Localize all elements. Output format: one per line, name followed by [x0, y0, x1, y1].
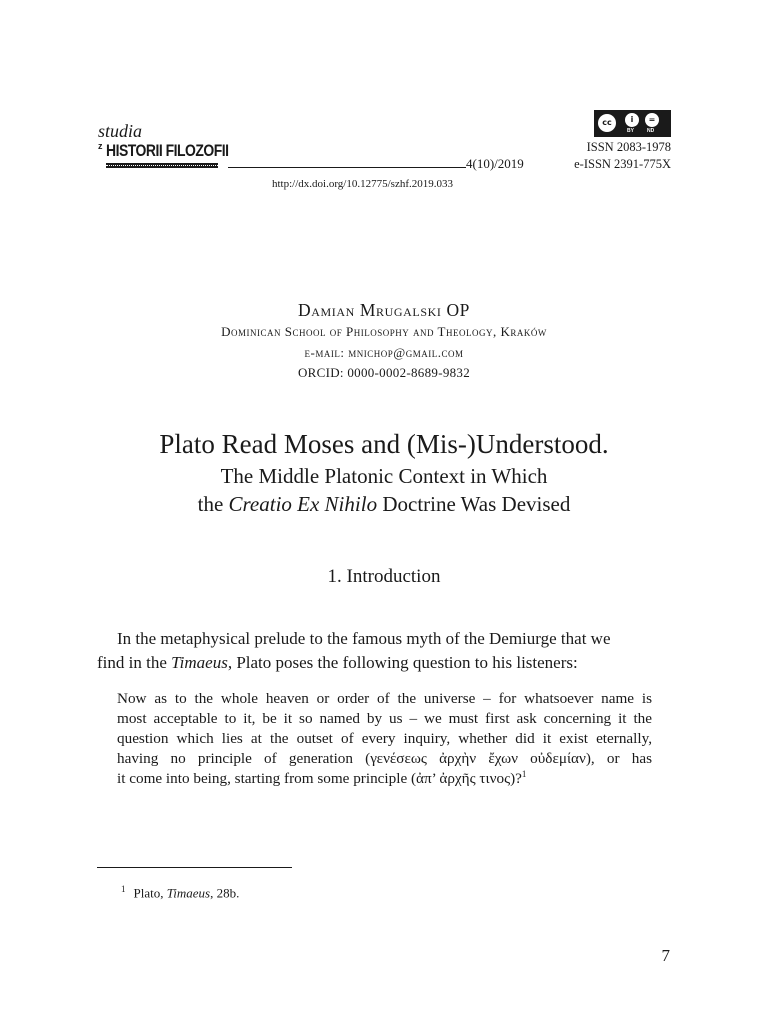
author-name: Damian Mrugalski OP — [297, 300, 471, 320]
quote-line-5: it come into being, starting from some principle (ἀπ’ ἀρχῆς τινος)?$^1$ — [117, 768, 527, 787]
footnote-number: 1 — [121, 884, 126, 894]
license-by-label: BY — [627, 128, 634, 134]
quote-line-4: having no principle of generation (γενέσεως ἀρχὴν ἔχων οὐδεμίαν), or has — [117, 750, 652, 767]
footnote-rule — [97, 867, 292, 868]
journal-logo-z: z — [98, 141, 103, 151]
doi-link[interactable]: http://dx.doi.org/10.12775/szhf.2019.033 — [272, 178, 453, 190]
page-number: 7 — [661, 946, 670, 965]
author-email[interactable]: e-mail: mnichop@gmail.com — [304, 345, 464, 360]
issn: ISSN 2083-1978 — [586, 140, 671, 154]
license-nd-label: ND — [647, 128, 655, 134]
quote-line-1: Now as to the whole heaven or order of the universe – for whatsoever name is — [117, 690, 652, 707]
body-line-2: find in the Timaeus, Plato poses the following question to his listeners: — [97, 653, 578, 672]
eissn: e-ISSN 2391-775X — [574, 157, 671, 171]
journal-logo-title: HISTORII FILOZOFII — [106, 141, 229, 160]
footnote: $^1$ Plato, Timaeus, 28b. — [121, 884, 240, 901]
issue-number: 4(10)/2019 — [466, 156, 524, 171]
no-derivatives-icon: = — [645, 113, 659, 127]
paper-subtitle-line1: The Middle Platonic Context in Which — [220, 464, 548, 488]
footnote-reference[interactable]: 1 — [521, 768, 527, 779]
body-paragraph — [97, 627, 671, 675]
paper-title: Plato Read Moses and (Mis-)Understood. — [159, 429, 609, 459]
body-line-1: In the metaphysical prelude to the famous myth of the Demiurge that we — [117, 629, 611, 648]
journal-logo-studia: studia — [98, 121, 143, 141]
paper-subtitle-line2: the Creatio Ex Nihilo Doctrine Was Devised — [197, 492, 571, 516]
section-heading: 1. Introduction — [327, 566, 441, 587]
block-quote — [117, 689, 652, 789]
attribution-icon: i — [625, 113, 639, 127]
journal-logo-bar — [106, 163, 218, 168]
cc-icon: cc — [598, 114, 616, 132]
quote-line-3: question which lies at the outset of every inquiry, whether did it exist eternally, — [117, 730, 652, 747]
author-affiliation: Dominican School of Philosophy and Theology, Kraków — [221, 324, 547, 339]
quote-line-2: most acceptable to it, be it so named by us – we must first ask concerning it the — [117, 710, 652, 727]
header-rule — [228, 167, 466, 168]
cc-license-badge[interactable] — [594, 110, 671, 137]
author-orcid[interactable]: ORCID: 0000-0002-8689-9832 — [297, 365, 471, 380]
